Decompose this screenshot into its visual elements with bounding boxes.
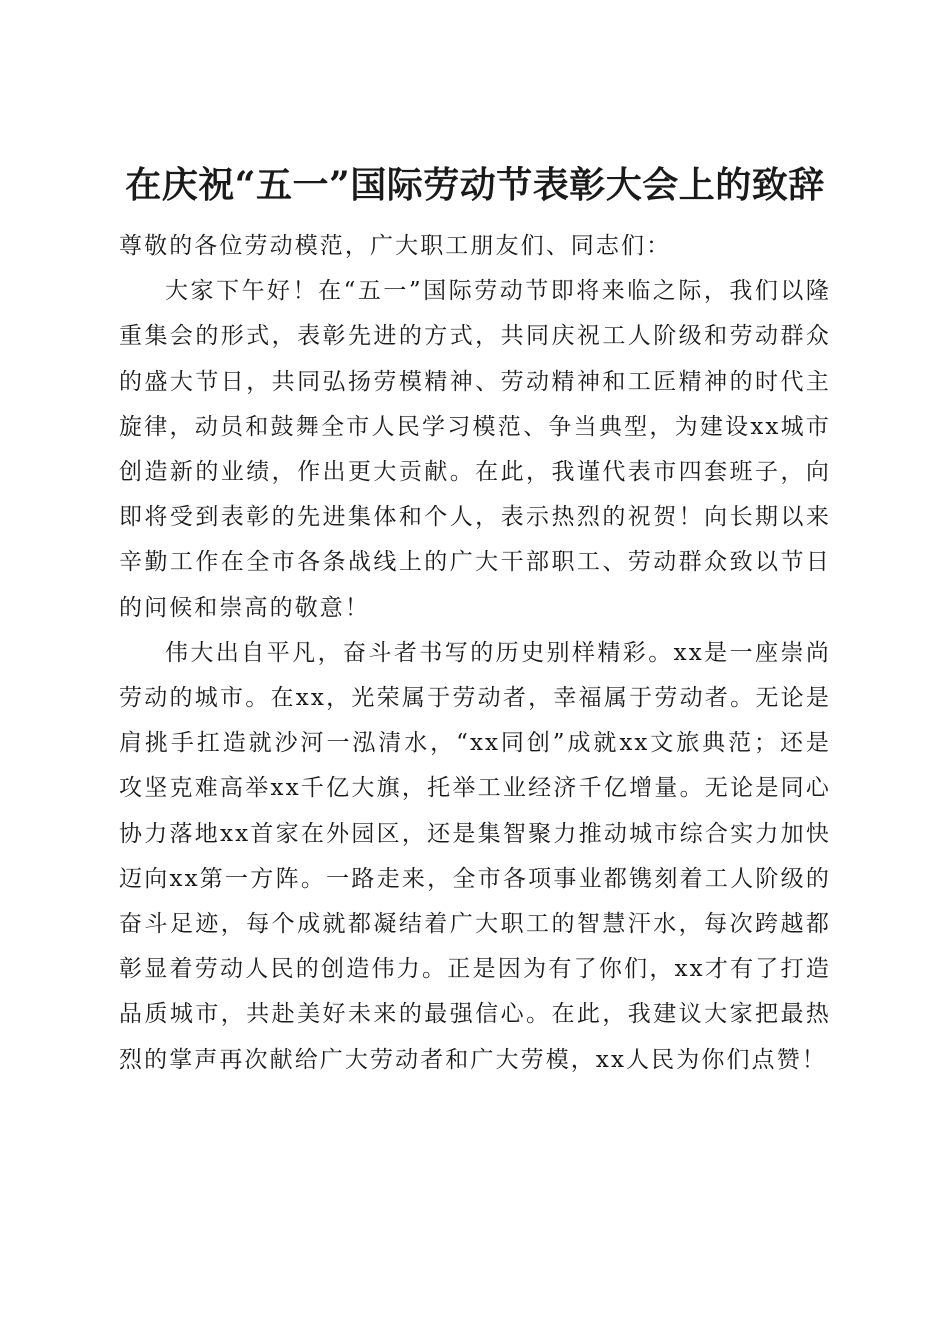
paragraph: 伟大出自平凡，奋斗者书写的历史别样精彩。xx是一座崇尚劳动的城市。在xx，光荣属于劳动者，幸福属于劳动者。无论是肩挑手扛造就沙河一泓清水，“xx同创”成就xx文旅典范；还是攻坚克难高举xx千亿大旗，托举工业经济千亿增量。无论是同心协力落地xx首家在外园区，还是集智聚力推动城市综合实力加快迈向xx第一方阵。一路走来，全市各项事业都镌刻着工人阶级的奋斗足迹，每个成就都凝结着广大职工的智慧汗水，每次跨越都彰显着劳动人民的创造伟力。正是因为有了你们，xx才有了打造品质城市，共赴美好未来的最强信心。在此，我建议大家把最热烈的掌声再次献给广大劳动者和广大劳模，xx人民为你们点赞！ [119,639,831,1073]
document-title: 在庆祝“五一”国际劳动节表彰大会上的致辞 [125,164,825,207]
salutation: 尊敬的各位劳动模范，广大职工朋友们、同志们： [119,233,672,259]
paragraph: 大家下午好！在“五一”国际劳动节即将来临之际，我们以隆重集会的形式，表彰先进的方式，共同庆祝工人阶级和劳动群众的盛大节日，共同弘扬劳模精神、劳动精神和工匠精神的时代主旋律，动员和鼓舞全市人民学习模范、争当典型，为建设xx城市创造新的业绩，作出更大贡献。在此，我谨代表市四套班子，向即将受到表彰的先进集体和个人，表示热烈的祝贺！向长期以来辛勤工作在全市各条战线上的广大干部职工、劳动群众致以节日的问候和崇高的敬意！ [119,278,831,621]
document-body [119,224,831,1083]
